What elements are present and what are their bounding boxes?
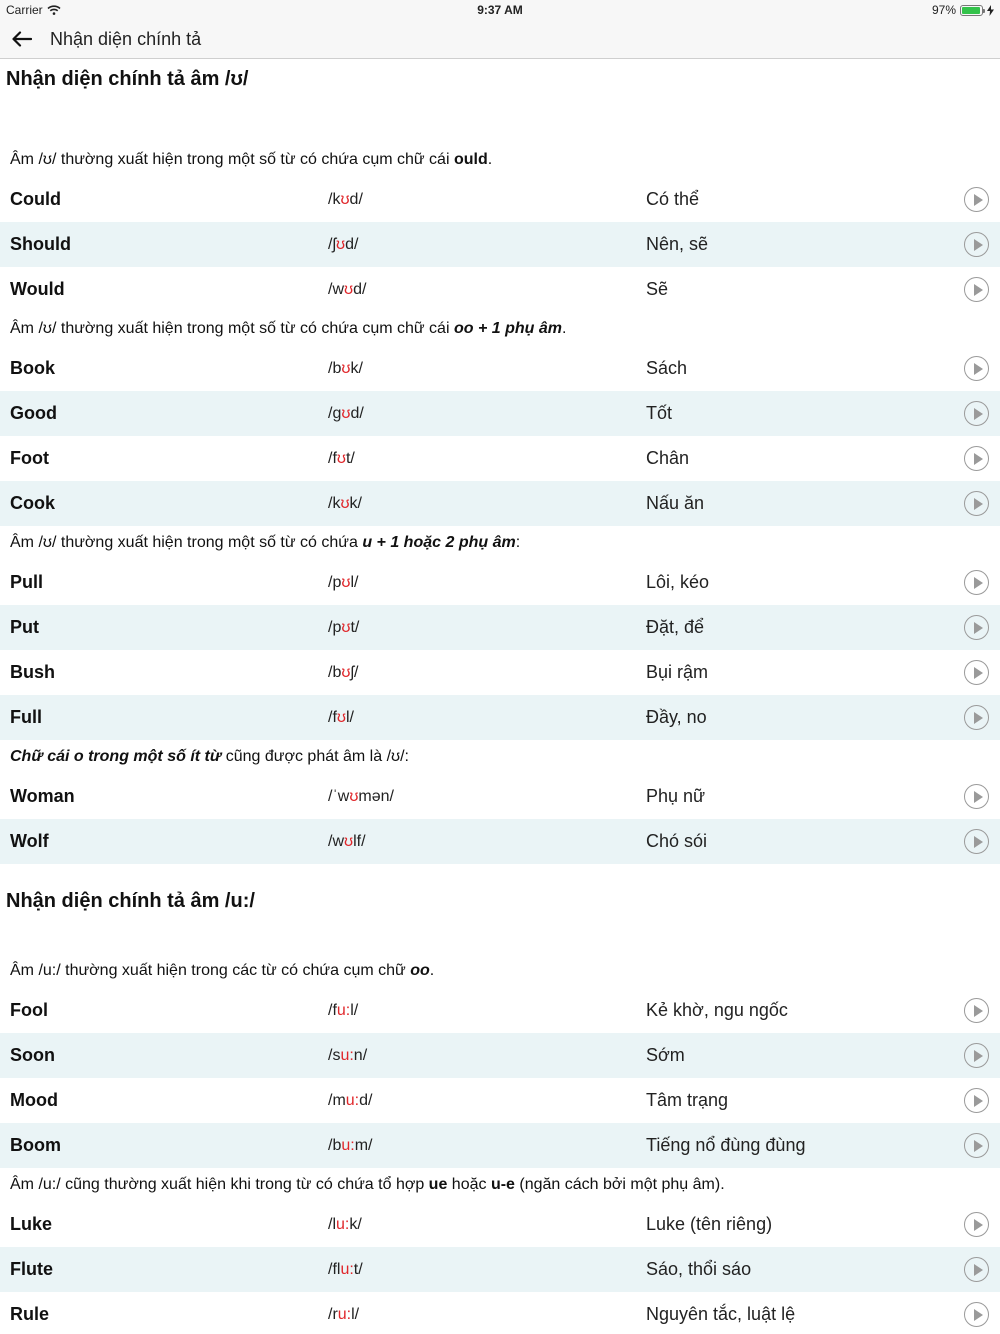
ipa-text: /w bbox=[328, 280, 344, 298]
vocab-meaning: Tốt bbox=[646, 403, 673, 423]
vocab-meaning: Có thể bbox=[646, 189, 700, 209]
play-audio-button[interactable] bbox=[964, 187, 989, 212]
vocab-row bbox=[0, 695, 1000, 740]
ipa-highlight: ʊ bbox=[341, 573, 351, 591]
vocab-word: Fool bbox=[10, 1000, 48, 1020]
vocab-meaning: Chó sói bbox=[646, 831, 708, 851]
battery-fill bbox=[962, 7, 980, 14]
spelling-note bbox=[0, 131, 1000, 177]
play-icon bbox=[974, 1309, 983, 1321]
vocab-ipa bbox=[328, 281, 366, 299]
play-audio-button[interactable] bbox=[964, 401, 989, 426]
status-time: 9:37 AM bbox=[477, 3, 523, 17]
play-icon bbox=[974, 1050, 983, 1062]
vocab-ipa bbox=[328, 236, 358, 254]
vocab-meaning: Luke (tên riêng) bbox=[646, 1214, 773, 1234]
note-text: . bbox=[429, 962, 435, 979]
vocab-row bbox=[0, 436, 1000, 481]
vocab-row bbox=[0, 605, 1000, 650]
vocab-meaning: Đặt, để bbox=[646, 617, 705, 637]
vocab-word: Would bbox=[10, 279, 65, 299]
play-audio-button[interactable] bbox=[964, 1133, 989, 1158]
play-icon bbox=[974, 667, 983, 679]
ipa-text: ʃ/ bbox=[350, 663, 359, 681]
ipa-text: l/ bbox=[350, 1001, 359, 1019]
lesson-content[interactable] bbox=[0, 59, 1000, 1334]
play-audio-button[interactable] bbox=[964, 232, 989, 257]
ipa-text: d/ bbox=[349, 190, 363, 208]
play-icon bbox=[974, 836, 983, 848]
ipa-highlight: u: bbox=[345, 1091, 360, 1109]
play-audio-button[interactable] bbox=[964, 1302, 989, 1327]
vocab-ipa bbox=[328, 405, 364, 423]
vocab-word: Cook bbox=[10, 493, 55, 513]
play-icon bbox=[974, 194, 983, 206]
ipa-text: /b bbox=[328, 663, 342, 681]
vocab-row bbox=[0, 1033, 1000, 1078]
vocab-meaning: Lôi, kéo bbox=[646, 572, 710, 592]
vocab-meaning: Tâm trạng bbox=[646, 1090, 729, 1110]
vocab-word: Flute bbox=[10, 1259, 53, 1279]
play-audio-button[interactable] bbox=[964, 570, 989, 595]
play-icon bbox=[974, 1005, 983, 1017]
note-text: Âm /u:/ thường xuất hiện trong các từ có chứa cụm chữ bbox=[10, 962, 411, 979]
vocab-meaning: Nên, sẽ bbox=[646, 234, 709, 254]
ipa-text: /p bbox=[328, 573, 342, 591]
ipa-text: /k bbox=[328, 190, 341, 208]
ipa-text: /l bbox=[328, 1215, 336, 1233]
play-audio-button[interactable] bbox=[964, 277, 989, 302]
play-audio-button[interactable] bbox=[964, 615, 989, 640]
carrier-label: Carrier bbox=[6, 3, 43, 17]
ipa-text: /b bbox=[328, 359, 342, 377]
ipa-text: t/ bbox=[353, 1260, 363, 1278]
play-audio-button[interactable] bbox=[964, 1088, 989, 1113]
status-bar bbox=[0, 0, 1000, 20]
ipa-text: /ˈw bbox=[328, 787, 350, 805]
vocab-word: Should bbox=[10, 234, 71, 254]
note-emphasis: oo bbox=[410, 962, 430, 979]
ipa-highlight: u: bbox=[337, 1305, 352, 1323]
ipa-highlight: ʊ bbox=[341, 404, 351, 422]
ipa-text: lf/ bbox=[353, 832, 366, 850]
vocab-ipa bbox=[328, 1216, 362, 1234]
play-audio-button[interactable] bbox=[964, 705, 989, 730]
vocab-meaning: Sách bbox=[646, 358, 688, 378]
status-right bbox=[932, 3, 994, 17]
ipa-highlight: u: bbox=[336, 1001, 351, 1019]
ipa-text: /fl bbox=[328, 1260, 341, 1278]
note-text: Âm /u:/ cũng thường xuất hiện khi trong từ có chứa tổ hợp bbox=[10, 1176, 429, 1193]
ipa-highlight: ʊ bbox=[336, 235, 346, 253]
note-text: : bbox=[515, 534, 521, 551]
ipa-text: /f bbox=[328, 1001, 337, 1019]
play-audio-button[interactable] bbox=[964, 446, 989, 471]
ipa-text: t/ bbox=[350, 618, 360, 636]
spelling-note bbox=[0, 942, 1000, 988]
ipa-highlight: ʊ bbox=[341, 618, 351, 636]
vocab-word: Woman bbox=[10, 786, 75, 806]
vocab-meaning: Nguyên tắc, luật lệ bbox=[646, 1304, 796, 1324]
play-audio-button[interactable] bbox=[964, 1043, 989, 1068]
ipa-text: /f bbox=[328, 708, 337, 726]
spelling-note bbox=[0, 312, 1000, 346]
ipa-text: m/ bbox=[354, 1136, 373, 1154]
ipa-highlight: u: bbox=[340, 1260, 354, 1278]
vocab-row bbox=[0, 1202, 1000, 1247]
vocab-word: Put bbox=[10, 617, 39, 637]
spelling-note bbox=[0, 526, 1000, 560]
vocab-word: Soon bbox=[10, 1045, 55, 1065]
ipa-highlight: u: bbox=[340, 1046, 354, 1064]
note-text: . bbox=[561, 320, 567, 337]
back-button[interactable] bbox=[0, 20, 44, 59]
vocab-row bbox=[0, 650, 1000, 695]
ipa-text: k/ bbox=[349, 494, 362, 512]
spelling-note bbox=[0, 740, 1000, 774]
note-emphasis: oo + 1 phụ âm bbox=[453, 320, 562, 337]
vocab-row bbox=[0, 1078, 1000, 1123]
vocab-row bbox=[0, 819, 1000, 864]
ipa-text: /m bbox=[328, 1091, 346, 1109]
vocab-row bbox=[0, 774, 1000, 819]
play-icon bbox=[974, 284, 983, 296]
section-title: Nhận diện chính tả âm /u:/ bbox=[6, 890, 255, 912]
play-icon bbox=[974, 1140, 983, 1152]
ipa-highlight: u: bbox=[336, 1215, 350, 1233]
note-text: Âm /ʊ/ thường xuất hiện trong một số từ có chứa bbox=[10, 534, 363, 551]
vocab-meaning: Chân bbox=[646, 448, 690, 468]
ipa-highlight: ʊ bbox=[344, 832, 354, 850]
vocab-row bbox=[0, 1123, 1000, 1168]
note-emphasis: ue bbox=[428, 1176, 448, 1193]
vocab-word: Luke bbox=[10, 1214, 53, 1234]
vocab-meaning: Kẻ khờ, ngu ngốc bbox=[646, 1000, 788, 1020]
play-icon bbox=[974, 1219, 983, 1231]
battery-percent: 97% bbox=[931, 3, 956, 17]
vocab-meaning: Phụ nữ bbox=[646, 786, 706, 806]
vocab-row bbox=[0, 1292, 1000, 1334]
vocab-row bbox=[0, 222, 1000, 267]
ipa-highlight: ʊ bbox=[336, 708, 346, 726]
play-audio-button[interactable] bbox=[964, 1212, 989, 1237]
vocab-meaning: Nấu ăn bbox=[646, 493, 705, 513]
play-icon bbox=[974, 577, 983, 589]
ipa-highlight: ʊ bbox=[341, 359, 351, 377]
note-text: Âm /ʊ/ thường xuất hiện trong một số từ có chứa cụm chữ cái bbox=[10, 151, 454, 168]
vocab-ipa bbox=[328, 1092, 372, 1110]
ipa-text: /f bbox=[328, 449, 337, 467]
play-icon bbox=[974, 1264, 983, 1276]
vocab-word: Could bbox=[10, 189, 61, 209]
ipa-highlight: ʊ bbox=[340, 494, 350, 512]
play-audio-button[interactable] bbox=[964, 998, 989, 1023]
ipa-highlight: ʊ bbox=[341, 663, 351, 681]
ipa-text: l/ bbox=[350, 573, 359, 591]
vocab-word: Bush bbox=[10, 662, 55, 682]
play-audio-button[interactable] bbox=[964, 784, 989, 809]
play-icon bbox=[974, 1095, 983, 1107]
ipa-text: mən/ bbox=[358, 787, 394, 805]
note-text: Âm /ʊ/ thường xuất hiện trong một số từ có chứa cụm chữ cái bbox=[10, 320, 454, 337]
play-icon bbox=[974, 791, 983, 803]
vocab-ipa bbox=[328, 360, 363, 378]
play-audio-button[interactable] bbox=[964, 356, 989, 381]
vocab-ipa bbox=[328, 191, 363, 209]
vocab-row bbox=[0, 1247, 1000, 1292]
arrow-left-icon bbox=[12, 31, 32, 47]
page-title: Nhận diện chính tả bbox=[50, 28, 202, 49]
vocab-word: Good bbox=[10, 403, 57, 423]
play-icon bbox=[974, 712, 983, 724]
vocab-meaning: Sẽ bbox=[646, 279, 669, 299]
vocab-ipa bbox=[328, 450, 355, 468]
note-emphasis: Chữ cái o trong một số ít từ bbox=[10, 748, 222, 765]
ipa-text: /p bbox=[328, 618, 342, 636]
charging-bolt-icon bbox=[987, 5, 994, 16]
section-title: Nhận diện chính tả âm /ʊ/ bbox=[6, 68, 249, 90]
vocab-word: Mood bbox=[10, 1090, 58, 1110]
ipa-text: d/ bbox=[359, 1091, 373, 1109]
play-icon bbox=[974, 498, 983, 510]
battery-icon bbox=[960, 5, 983, 16]
vocab-row bbox=[0, 346, 1000, 391]
vocab-word: Book bbox=[10, 358, 55, 378]
vocab-ipa bbox=[328, 1137, 372, 1155]
vocab-row bbox=[0, 267, 1000, 312]
vocab-word: Foot bbox=[10, 448, 49, 468]
play-audio-button[interactable] bbox=[964, 1257, 989, 1282]
ipa-text: k/ bbox=[350, 359, 363, 377]
ipa-text: /ʃ bbox=[328, 235, 336, 253]
vocab-row bbox=[0, 391, 1000, 436]
play-icon bbox=[974, 453, 983, 465]
vocab-ipa bbox=[328, 709, 354, 727]
ipa-text: /k bbox=[328, 494, 341, 512]
vocab-ipa bbox=[328, 619, 359, 637]
ipa-text: /r bbox=[328, 1305, 338, 1323]
ipa-text: /g bbox=[328, 404, 342, 422]
ipa-text: d/ bbox=[345, 235, 359, 253]
ipa-text: l/ bbox=[345, 708, 354, 726]
play-icon bbox=[974, 408, 983, 420]
ipa-text: k/ bbox=[349, 1215, 362, 1233]
vocab-row bbox=[0, 177, 1000, 222]
note-emphasis: u-e bbox=[490, 1176, 515, 1193]
vocab-ipa bbox=[328, 788, 394, 806]
vocab-row bbox=[0, 481, 1000, 526]
vocab-word: Boom bbox=[10, 1135, 61, 1155]
ipa-text: d/ bbox=[353, 280, 367, 298]
vocab-ipa bbox=[328, 664, 358, 682]
vocab-word: Full bbox=[10, 707, 42, 727]
ipa-highlight: ʊ bbox=[340, 190, 350, 208]
vocab-ipa bbox=[328, 1047, 367, 1065]
note-text: (ngăn cách bởi một phụ âm). bbox=[514, 1176, 725, 1193]
note-text: hoặc bbox=[447, 1176, 491, 1193]
note-text: . bbox=[487, 151, 493, 168]
ipa-text: /b bbox=[328, 1136, 342, 1154]
ipa-highlight: ʊ bbox=[344, 280, 354, 298]
ipa-highlight: u: bbox=[341, 1136, 355, 1154]
vocab-word: Pull bbox=[10, 572, 44, 592]
vocab-meaning: Đầy, no bbox=[646, 707, 707, 727]
ipa-text: d/ bbox=[350, 404, 364, 422]
spelling-note bbox=[0, 1168, 1000, 1202]
vocab-meaning: Sớm bbox=[646, 1045, 685, 1065]
note-text: cũng được phát âm là /ʊ/: bbox=[221, 748, 409, 765]
vocab-ipa bbox=[328, 1002, 358, 1020]
vocab-meaning: Sáo, thổi sáo bbox=[646, 1259, 752, 1279]
play-audio-button[interactable] bbox=[964, 829, 989, 854]
ipa-text: l/ bbox=[351, 1305, 360, 1323]
play-audio-button[interactable] bbox=[964, 491, 989, 516]
play-icon bbox=[974, 239, 983, 251]
ipa-text: /s bbox=[328, 1046, 341, 1064]
ipa-text: n/ bbox=[353, 1046, 368, 1064]
vocab-row bbox=[0, 988, 1000, 1033]
note-emphasis: u + 1 hoặc 2 phụ âm bbox=[362, 534, 516, 551]
play-audio-button[interactable] bbox=[964, 660, 989, 685]
vocab-word: Rule bbox=[10, 1304, 50, 1324]
vocab-word: Wolf bbox=[10, 831, 49, 851]
vocab-row bbox=[0, 560, 1000, 605]
vocab-ipa bbox=[328, 1306, 359, 1324]
vocab-meaning: Bụi rậm bbox=[646, 662, 709, 682]
play-icon bbox=[974, 363, 983, 375]
vocab-ipa bbox=[328, 833, 366, 851]
nav-bar bbox=[0, 20, 1000, 59]
play-icon bbox=[974, 622, 983, 634]
note-emphasis: ould bbox=[453, 151, 488, 168]
ipa-highlight: ʊ bbox=[349, 787, 359, 805]
vocab-ipa bbox=[328, 574, 358, 592]
vocab-ipa bbox=[328, 495, 362, 513]
ipa-text: t/ bbox=[345, 449, 355, 467]
ipa-text: /w bbox=[328, 832, 344, 850]
ipa-highlight: ʊ bbox=[336, 449, 346, 467]
vocab-ipa bbox=[328, 1261, 363, 1279]
vocab-meaning: Tiếng nổ đùng đùng bbox=[646, 1135, 806, 1155]
